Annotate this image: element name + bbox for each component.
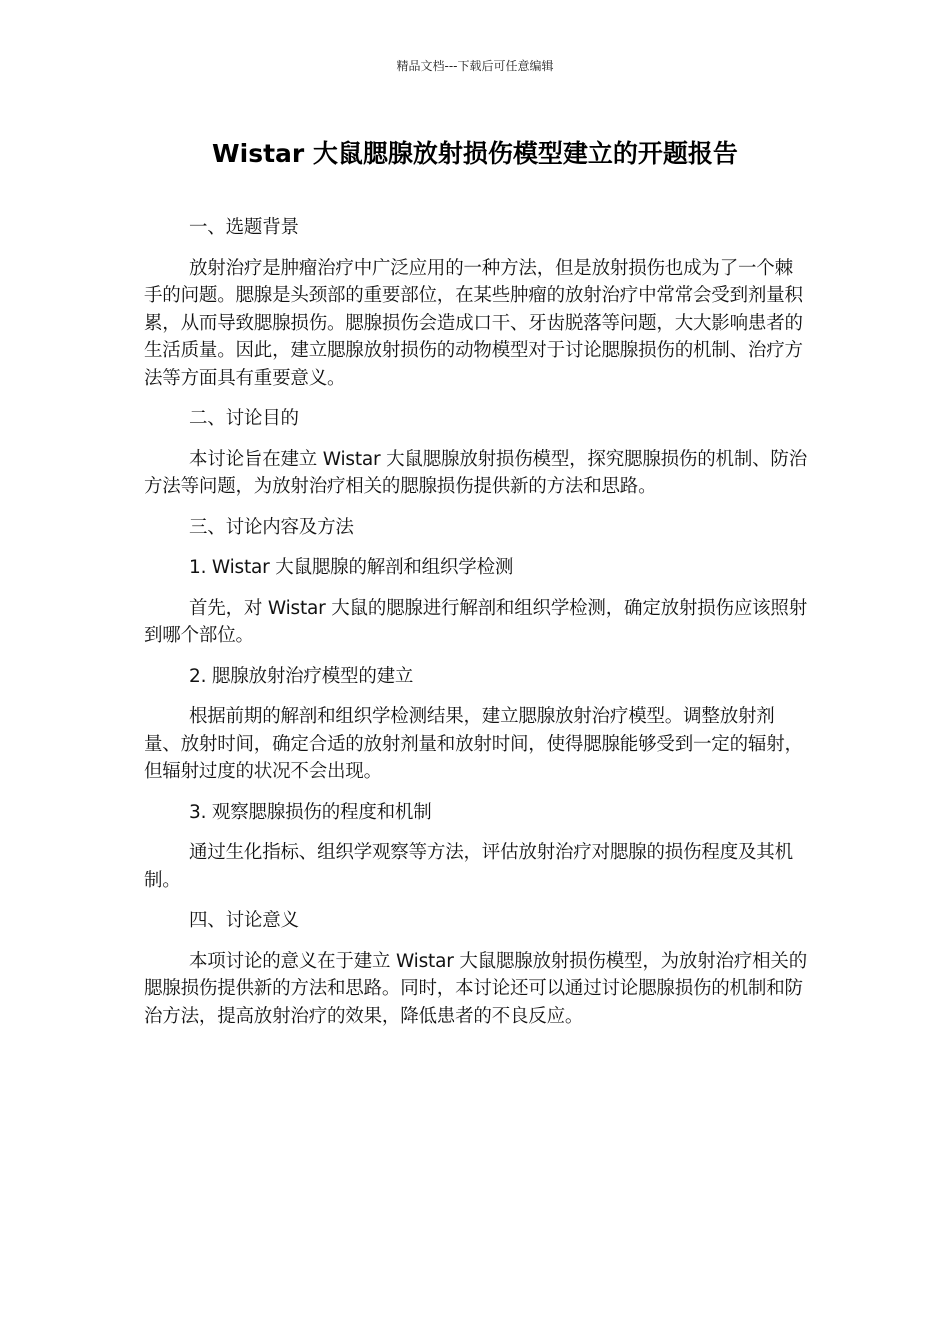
document-body: [144, 214, 808, 1043]
section-heading-methods: 三、讨论内容及方法: [189, 516, 354, 538]
subheading-anatomy: 1. Wistar 大鼠腮腺的解剖和组织学检测: [189, 557, 514, 578]
paragraph-anatomy: 首先，对 Wistar 大鼠的腮腺进行解剖和组织学检测，确定放射损伤应该照射到哪个部位。: [144, 597, 808, 646]
subheading-model: 2. 腮腺放射治疗模型的建立: [189, 665, 414, 687]
paragraph-purpose: 本讨论旨在建立 Wistar 大鼠腮腺放射损伤模型，探究腮腺损伤的机制、防治方法等问题，为放射治疗相关的腮腺损伤提供新的方法和思路。: [144, 448, 808, 497]
paragraph-observation: 通过生化指标、组织学观察等方法，评估放射治疗对腮腺的损伤程度及其机制。: [144, 842, 793, 891]
subheading-observation: 3. 观察腮腺损伤的程度和机制: [189, 801, 432, 823]
paragraph-background: 放射治疗是肿瘤治疗中广泛应用的一种方法，但是放射损伤也成为了一个棘手的问题。腮腺是头颈部的重要部位，在某些肿瘤的放射治疗中常常会受到剂量积累，从而导致腮腺损伤。腮腺损伤会造成口干、牙齿脱落等问题，大大影响患者的生活质量。因此，建立腮腺放射损伤的动物模型对于讨论腮腺损伤的机制、治疗方法等方面具有重要意义。: [144, 257, 803, 389]
header-note: 精品文档---下载后可任意编辑: [396, 59, 554, 73]
section-heading-purpose: 二、讨论目的: [189, 408, 299, 429]
paragraph-significance: 本项讨论的意义在于建立 Wistar 大鼠腮腺放射损伤模型，为放射治疗相关的腮腺损伤提供新的方法和思路。同时，本讨论还可以通过讨论腮腺损伤的机制和防治方法，提高放射治疗的效果，降低患者的不良反应。: [144, 950, 808, 1027]
paragraph-model: 根据前期的解剖和组织学检测结果，建立腮腺放射治疗模型。调整放射剂量、放射时间，确定合适的放射剂量和放射时间，使得腮腺能够受到一定的辐射，但辐射过度的状况不会出现。: [144, 706, 803, 782]
section-heading-background: 一、选题背景: [189, 217, 299, 238]
section-heading-significance: 四、讨论意义: [189, 910, 299, 931]
document-title: Wistar 大鼠腮腺放射损伤模型建立的开题报告: [212, 139, 738, 168]
